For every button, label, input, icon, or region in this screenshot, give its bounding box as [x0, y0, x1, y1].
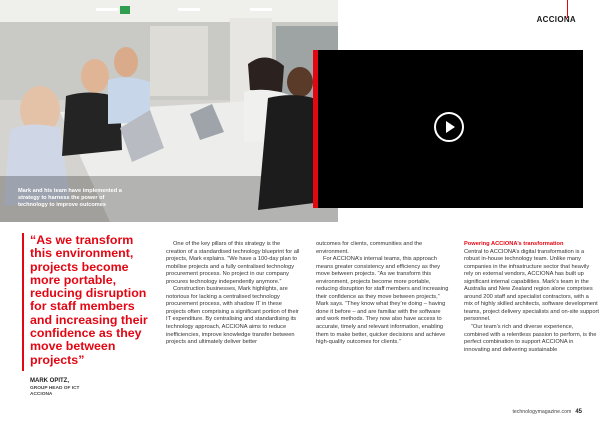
article-paragraph: For ACCIONA’s internal teams, this approach means greater consistency and efficiency as they move between projects. “As we transform this environment, projects become more portable, reducing disruption for staff members and increasing their confidence as they move between projects,” Mark says. “They know what they’re doing – having done it before – and are familiar with the software and work methods. They now also have access to accurate, timely and relevant information, enabling them to make better, quicker decisions and achieve high-quality outcomes for clients.”: [316, 256, 449, 346]
video-accent-bar: [313, 50, 318, 208]
article-paragraph: Central to ACCIONA’s digital transformation is a robust in-house technology team. Unlike many companies in the infrastructure sector that heavily rely on external vendors, ACCIONA has built up significant internal capabilities. Mark’s team in the Australia and New Zealand region alone comprises around 200 staff and specialist contractors, with a mix of highly skilled architects, software development teams, project delivery specialists and on-site support personnel.: [464, 248, 599, 323]
page-number: 45: [575, 409, 582, 415]
quote-author-org: ACCIONA: [30, 392, 53, 397]
play-button[interactable]: [434, 112, 464, 142]
article-paragraph: “Our team’s rich and diverse experience, combined with a relentless passion to perform, is the perfect combination to support ACCIONA in innovating and delivering sustainable: [464, 324, 597, 353]
quote-author-name: MARK OPITZ,: [30, 378, 69, 384]
quote-author-role: GROUP HEAD OF ICT: [30, 386, 80, 391]
pull-quote: “As we transform this environment, projects become more portable, reducing disruption for staff members and increasing their confidence as they move between projects”: [30, 233, 148, 367]
article-paragraph: Construction businesses, Mark highlights, are notorious for lacking a centralised technology procurement process, with shadow IT in these projects often comprising a significant portion of their IT expenditure. By centralising and standardising its technology approach, ACCIONA aims to reduce inefficiencies, improve knowledge transfer between projects and ultimately deliver better: [166, 286, 299, 346]
footer-site-link[interactable]: technologymagazine.com: [512, 409, 572, 415]
section-heading: Powering ACCIONA’s transformation: [464, 241, 564, 247]
photo-caption: Mark and his team have implemented a strategy to harness the power of technology to improve outcomes: [18, 188, 122, 208]
play-icon: [436, 114, 462, 140]
page-footer: [512, 409, 582, 415]
article-column-1: [166, 241, 301, 347]
team-meeting-photo: [0, 0, 338, 222]
article-paragraph: One of the key pillars of this strategy is the creation of a standardised technology blueprint for all projects, Mark explains. “We have a 100-day plan to mobilise projects and a fully centralised technology procurement process. No project in our company procures technology independently anymore.”: [166, 241, 300, 285]
brand-label: ACCIONA: [536, 15, 576, 24]
article-column-3: [464, 241, 599, 354]
article-column-2: [316, 241, 451, 347]
article-paragraph: outcomes for clients, communities and the environment.: [316, 241, 423, 255]
quote-accent-bar: [22, 233, 24, 371]
